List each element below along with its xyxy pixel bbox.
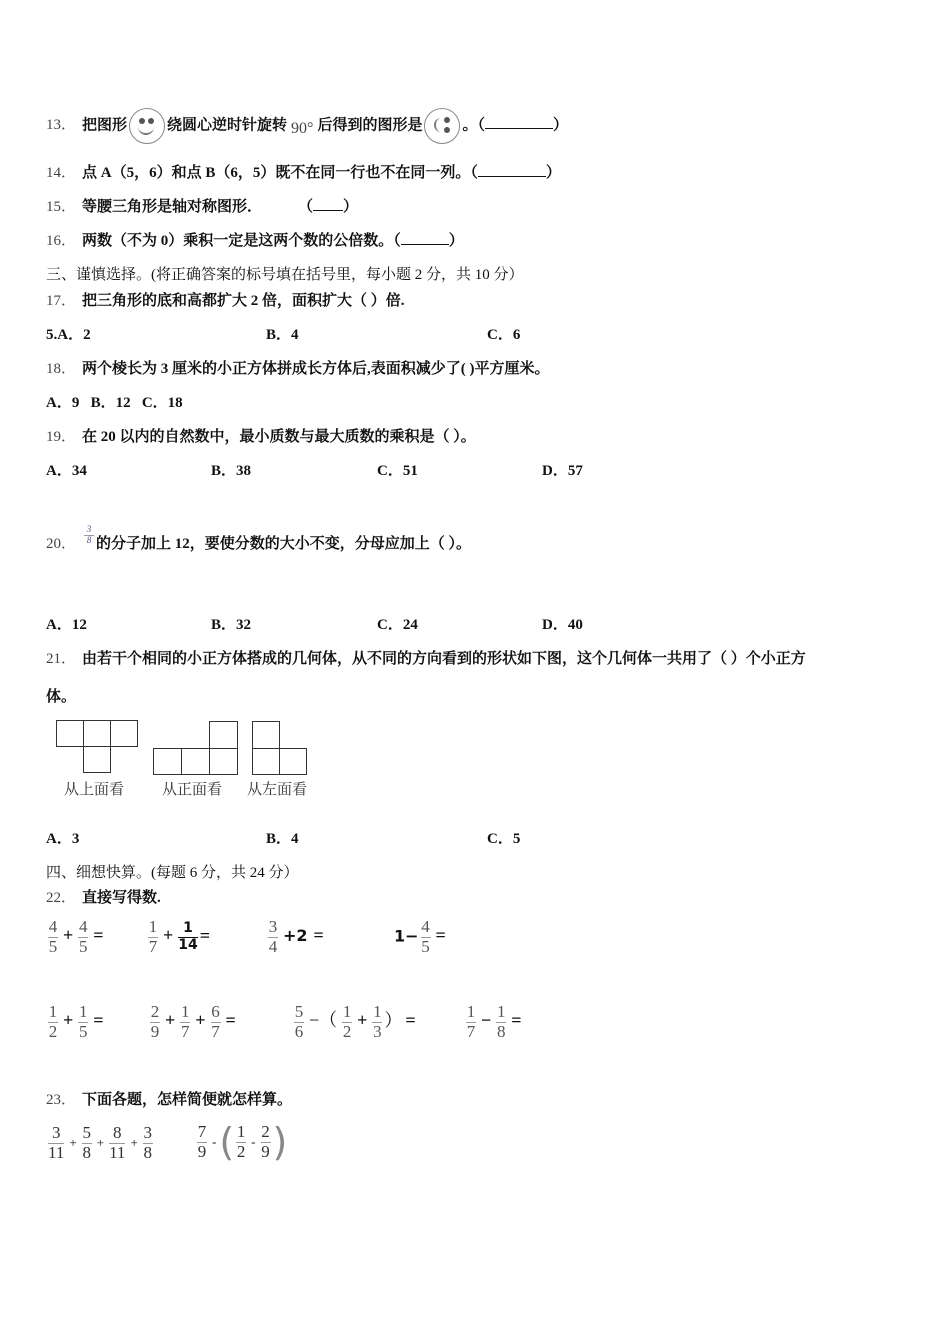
option-d[interactable]: D．40: [542, 617, 583, 633]
expression-7: $\frac{5}{6}$ −（ $\frac{1}{2}$ + $\frac{1}{3}$ ） =: [294, 1002, 416, 1041]
question-16: 16． 两数（不为 0）乘积一定是这两个数的公倍数。（ ）: [46, 233, 464, 249]
rotated-smiley-face-icon: [424, 108, 460, 144]
top-view-label: 从上面看: [64, 780, 125, 798]
expression-1: $\frac{4}{5}$ + $\frac{4}{5}$ =: [48, 917, 104, 956]
question-23: 23． 下面各题，怎样简便就怎样算。: [46, 1092, 293, 1108]
question-17: 17． 把三角形的底和高都扩大 2 倍，面积扩大（ ）倍.: [46, 293, 405, 309]
question-13: 13． 把图形 绕圆心逆时针旋转 90° 后得到的图形是 。（ ）: [46, 108, 568, 144]
question-19: 19． 在 20 以内的自然数中，最小质数与最大质数的乘积是（ ）。: [46, 429, 476, 445]
question-21-cont: 体。: [46, 689, 77, 705]
section-3-title: 三、谨慎选择。(将正确答案的标号填在括号里，每小题 2 分，共 10 分）: [46, 267, 524, 283]
answer-blank[interactable]: [313, 198, 343, 211]
expression-23-2: $\frac{7}{9}$ -( $\frac{1}{2}$ - $\frac{2}{9}$ ): [197, 1120, 288, 1164]
option-c[interactable]: C．51: [377, 463, 418, 479]
section-4-title: 四、细想快算。(每题 6 分，共 24 分）: [46, 865, 299, 881]
answer-blank[interactable]: [401, 232, 449, 245]
expression-6: $\frac{2}{9}$ + $\frac{1}{7}$ + $\frac{6}{7}$ =: [150, 1002, 236, 1041]
question-21: 21． 由若干个相同的小正方体搭成的几何体，从不同的方向看到的形状如下图，这个几何体一共用了（ ）个小正方: [46, 651, 806, 667]
expression-8: $\frac{1}{7}$ − $\frac{1}{8}$ =: [466, 1002, 522, 1041]
answer-blank[interactable]: [478, 164, 546, 177]
question-15: 15． 等腰三角形是轴对称图形． （ ）: [46, 199, 359, 215]
option-c[interactable]: C．5: [487, 831, 521, 847]
left-view-label: 从左面看: [247, 780, 308, 798]
option-a[interactable]: A．3: [46, 831, 80, 847]
option-c[interactable]: C．24: [377, 617, 418, 633]
option-a[interactable]: 5.A．2: [46, 327, 91, 343]
expression-23-1: $\frac{3}{11}$ + $\frac{5}{8}$ + $\frac{8}{11}$ + $\frac{3}{8}$: [48, 1123, 153, 1162]
front-view-label: 从正面看: [162, 780, 223, 798]
question-18: 18． 两个棱长为 3 厘米的小正方体拼成长方体后,表面积减少了( )平方厘米。: [46, 361, 550, 377]
question-22: 22． 直接写得数.: [46, 890, 161, 906]
option-d[interactable]: D．57: [542, 463, 583, 479]
fraction-3-8: $\frac{3}{8}$: [84, 525, 94, 546]
smiley-face-icon: [129, 108, 165, 144]
expression-3: $\frac{3}{4}$ +2 =: [268, 917, 324, 956]
options-row[interactable]: A．9 B．12 C．18: [46, 395, 183, 411]
expression-5: $\frac{1}{2}$ + $\frac{1}{5}$ =: [48, 1002, 104, 1041]
question-20: 20． $\frac{3}{8}$ 的分子加上 12，要使分数的大小不变，分母应加上（ ）。: [46, 524, 472, 552]
option-a[interactable]: A．12: [46, 617, 87, 633]
option-b[interactable]: B．38: [211, 463, 252, 479]
option-a[interactable]: A．34: [46, 463, 87, 479]
option-b[interactable]: B．4: [266, 831, 299, 847]
question-14: 14． 点 A（5，6）和点 B（6，5）既不在同一行也不在同一列。（ ）: [46, 165, 561, 181]
answer-blank[interactable]: [485, 116, 553, 129]
option-b[interactable]: B．4: [266, 327, 299, 343]
expression-4: 1− $\frac{4}{5}$ =: [394, 917, 446, 956]
option-c[interactable]: C．6: [487, 327, 521, 343]
option-b[interactable]: B．32: [211, 617, 252, 633]
expression-2: $\frac{1}{7}$ + $\frac{1}{14}$ =: [148, 917, 211, 956]
